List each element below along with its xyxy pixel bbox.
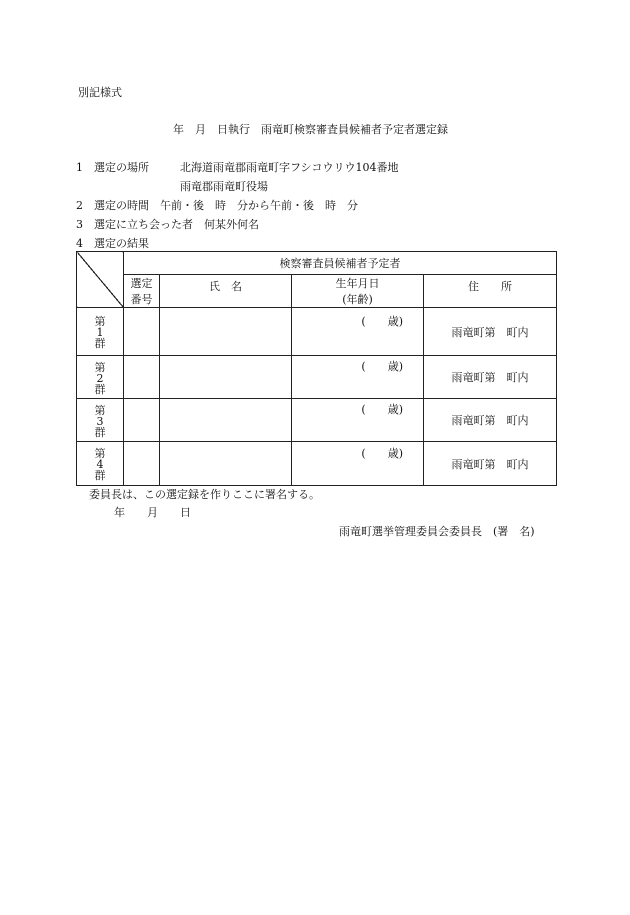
address-cell: 雨竜町第 町内 <box>424 399 557 442</box>
group-header: 検察審査員候補者予定者 <box>124 252 557 275</box>
col-birth-header <box>292 275 424 308</box>
col-number-line-1: 選定 <box>130 277 153 290</box>
col-birth-line-2: (年齢) <box>342 293 373 306</box>
birth-cell: ( 歳) <box>292 308 424 356</box>
table-row <box>77 356 557 399</box>
table-row <box>77 399 557 442</box>
form-label: 別記様式 <box>78 86 122 99</box>
col-birth-line-1: 生年月日 <box>335 277 380 290</box>
birth-cell: ( 歳) <box>292 442 424 486</box>
group-label: 第 1 群 <box>77 308 124 356</box>
group-label: 第 3 群 <box>77 399 124 442</box>
name-cell <box>160 399 292 442</box>
col-name-header: 氏 名 <box>160 275 292 308</box>
witness-line: 3 選定に立ち会った者 何某外何名 <box>76 218 259 231</box>
number-cell <box>124 399 160 442</box>
name-cell <box>160 356 292 399</box>
time-line: 2 選定の時間 午前・後 時 分から午前・後 時 分 <box>76 199 358 212</box>
footer-statement: 委員長は、この選定録を作りここに署名する。 <box>89 488 320 501</box>
number-cell <box>124 442 160 486</box>
col-address-header: 住 所 <box>424 275 557 308</box>
birth-cell: ( 歳) <box>292 356 424 399</box>
address-cell: 雨竜町第 町内 <box>424 356 557 399</box>
name-cell <box>160 442 292 486</box>
footer-date: 年 月 日 <box>114 506 191 519</box>
document-title: 年 月 日執行 雨竜町検察審査員候補者予定者選定録 <box>173 123 448 136</box>
place-label: 1 選定の場所 <box>76 161 149 174</box>
result-label: 4 選定の結果 <box>76 237 149 250</box>
diagonal-header-cell <box>77 252 124 308</box>
table-row <box>77 308 557 356</box>
birth-cell: ( 歳) <box>292 399 424 442</box>
name-cell <box>160 308 292 356</box>
group-label: 第 2 群 <box>77 356 124 399</box>
group-label: 第 4 群 <box>77 442 124 486</box>
place-value-address: 北海道雨竜郡雨竜町字フシコウリウ104番地 <box>180 161 399 174</box>
place-value-office: 雨竜郡雨竜町役場 <box>180 180 268 193</box>
table-row <box>77 442 557 486</box>
address-cell: 雨竜町第 町内 <box>424 308 557 356</box>
number-cell <box>124 356 160 399</box>
address-cell: 雨竜町第 町内 <box>424 442 557 486</box>
selection-table <box>76 251 557 486</box>
col-number-line-2: 番号 <box>130 293 153 306</box>
col-number-header <box>124 275 160 308</box>
signature-line: 雨竜町選挙管理委員会委員長 (署 名) <box>339 525 535 538</box>
number-cell <box>124 308 160 356</box>
